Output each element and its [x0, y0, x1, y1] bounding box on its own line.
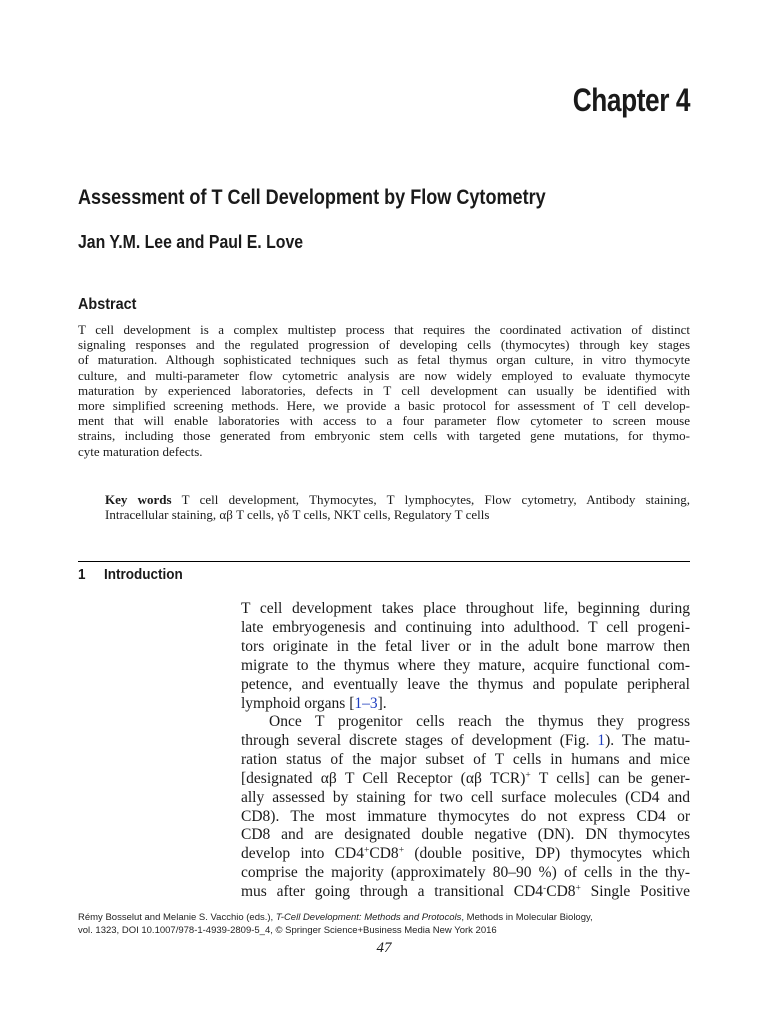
figure-link[interactable]: 1: [597, 731, 606, 749]
superscript: +: [398, 845, 405, 857]
paragraph-line: [241, 695, 690, 714]
abstract-line: culture, and multi-parameter flow cytometric analysis are now widely employed to evaluate thymocyte: [78, 367, 690, 383]
text-run: mus after going through a transitional CD4: [241, 883, 544, 901]
book-title: T-Cell Development: Methods and Protocols: [275, 912, 462, 923]
intro-paragraph-1: [241, 600, 690, 713]
text-run: [designated αβ T Cell Receptor (αβ TCR): [241, 769, 526, 787]
text-run: T cells] can be gener-: [530, 769, 690, 787]
paragraph-line: petence, and eventually leave the thymus and populate peripheral: [241, 675, 690, 693]
text-run: CD8: [369, 845, 399, 863]
citation-footer: [78, 911, 690, 937]
paragraph-line: T cell development takes place throughout life, beginning during: [241, 600, 690, 617]
footer-line: vol. 1323, DOI 10.1007/978-1-4939-2809-5_4, © Springer Science+Business Media New York 2016: [78, 925, 497, 936]
abstract-line: signaling responses and the regulated progression of developing cells (thymocytes) through key stages: [78, 337, 690, 353]
abstract-line: more simplified screening methods. Here, we provide a basic protocol for assessment of T cell develop-: [78, 398, 690, 414]
author-list: Jan Y.M. Lee and Paul E. Love: [78, 232, 304, 252]
chapter-title: Assessment of T Cell Development by Flow Cytometry: [78, 186, 546, 209]
keywords-line: Intracellular staining, αβ T cells, γδ T cells, NKT cells, Regulatory T cells: [105, 507, 490, 523]
abstract-line: T cell development is a complex multistep process that requires the coordinated activation of distinct: [78, 322, 690, 337]
paragraph-line: migrate to the thymus where they mature, acquire functional com-: [241, 656, 690, 674]
paragraph-line: late embryogenesis and continuing into adulthood. T cell progeni-: [241, 618, 690, 636]
paragraph-line: [241, 883, 690, 902]
section-number: 1: [78, 566, 86, 583]
text-run: ). The matu-: [605, 731, 690, 749]
abstract-line: maturation by experienced laboratories, defects in T cell development can usually be identified with: [78, 382, 690, 398]
text-run: Rémy Bosselut and Melanie S. Vacchio (eds.),: [78, 912, 276, 923]
paragraph-line: comprise the majority (approximately 80–90 %) of cells in the thy-: [241, 864, 690, 882]
keywords-line: [105, 492, 690, 507]
superscript: +: [525, 769, 531, 781]
text-run: (double positive, DP) thymocytes which: [404, 845, 690, 863]
text-run: CD8: [546, 883, 576, 901]
paragraph-line: ally assessed by staining for two cell surface molecules (CD4 and: [241, 788, 690, 806]
footer-line: [78, 911, 690, 924]
paragraph-line: [241, 732, 690, 751]
keywords-block: [105, 492, 690, 522]
text-run: , Methods in Molecular Biology,: [461, 912, 593, 923]
text-run: ].: [377, 694, 387, 712]
superscript: +: [575, 882, 581, 894]
abstract-line: ment that will enable laboratories with access to a four parameter flow cytometer to screen mouse: [78, 413, 690, 429]
keywords-text: T cell development, Thymocytes, T lymphocytes, Flow cytometry, Antibody staining,: [181, 492, 691, 507]
paragraph-line: [241, 845, 690, 864]
superscript: +: [363, 845, 370, 857]
section-title: Introduction: [104, 566, 183, 583]
superscript: -: [543, 882, 547, 894]
text-run: Single Positive: [580, 883, 690, 901]
paragraph-line: Once T progenitor cells reach the thymus they progress: [269, 713, 690, 730]
keywords-label: Key words: [105, 492, 172, 507]
abstract-body: [78, 322, 690, 459]
paragraph-line: CD8). The most immature thymocytes do not express CD4 or: [241, 807, 690, 825]
paragraph-line: CD8 and are designated double negative (DN). DN thymocytes: [241, 826, 690, 844]
text-run: develop into CD4: [241, 845, 364, 863]
abstract-line: cyte maturation defects.: [78, 443, 203, 459]
abstract-heading: Abstract: [78, 296, 137, 313]
intro-paragraph-2: [241, 713, 690, 902]
page-number: 47: [376, 940, 392, 956]
citation-link[interactable]: 1–3: [354, 694, 378, 712]
chapter-label: Chapter 4: [572, 82, 690, 118]
abstract-line: of maturation. Although sophisticated techniques such as fetal thymus organ culture, in vitro thymocyte: [78, 352, 690, 368]
paragraph-line: tors originate in the fetal liver or in the adult bone marrow then: [241, 637, 690, 655]
paragraph-line: [241, 770, 690, 789]
paragraph-line: ration status of the major subset of T cells in humans and mice: [241, 750, 690, 768]
text-run: through several discrete stages of development (Fig.: [241, 731, 598, 749]
text-run: lymphoid organs [: [241, 694, 355, 712]
abstract-line: strains, including those generated from embryonic stem cells with targeted gene mutations, for thymo-: [78, 428, 690, 444]
section-rule: [78, 561, 690, 562]
